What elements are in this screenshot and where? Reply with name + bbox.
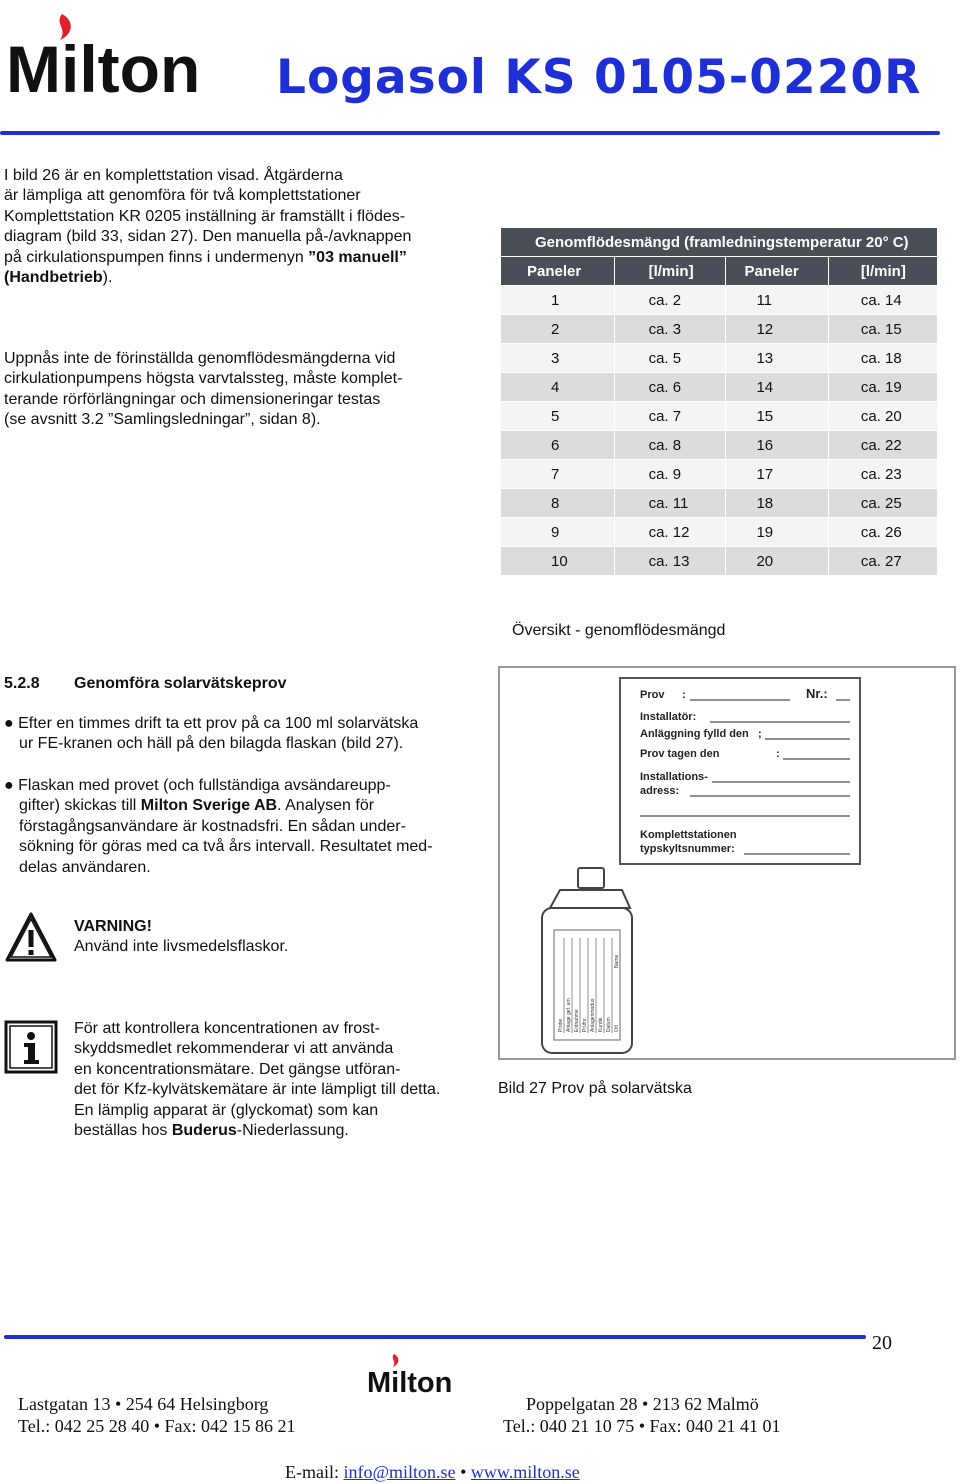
bottle-label-line: Probe [558, 1018, 564, 1032]
table-row: 6 ca. 8 16 ca. 22 [501, 431, 938, 460]
page-number: 20 [872, 1332, 892, 1354]
footer-divider [4, 1335, 866, 1339]
table-row: 1 ca. 2 11 ca. 14 [501, 286, 938, 315]
table-row: 3 ca. 5 13 ca. 18 [501, 344, 938, 373]
label-nr: Nr.: [806, 686, 828, 701]
email-link[interactable]: info@milton.se [343, 1462, 456, 1482]
bottle-label-line: Datum [606, 1017, 612, 1032]
table-row: 8 ca. 11 18 ca. 25 [501, 489, 938, 518]
section-heading: Genomföra solarvätskeprov [74, 675, 287, 692]
label-komplettstationen: Komplettstationen [640, 829, 737, 841]
col-header-paneler: Paneler [501, 257, 615, 286]
label-installations: Installations- [640, 771, 708, 783]
warning-title: VARNING! [74, 918, 152, 935]
bottle-label-line: Ort [614, 1025, 620, 1032]
label-adress: adress: [640, 785, 680, 797]
label-installator: Installatör: [640, 711, 697, 723]
bottle-label-line: Anlagenmodus [590, 998, 596, 1032]
label-colon: : [776, 748, 780, 760]
bottle-label-line: Kunde [598, 1017, 604, 1032]
info-paragraph: För att kontrollera koncentrationen av frost- skyddsmedlet rekommenderar vi att använda en koncentrationsmätare. Det gängse utföran- det för Kfz-kylvätskemätare är inte lämpligt till detta. En lämplig apparat är (glyckomat) som kan beställas hos Buderus-Niederlassung. [74, 1020, 441, 1140]
footer-right-phone: Tel.: 040 21 10 75 • Fax: 040 21 41 01 [503, 1416, 781, 1436]
info-icon [4, 1020, 58, 1074]
label-colon: : [682, 689, 686, 701]
header-divider [0, 131, 940, 135]
col-header-lmin-2: [l/min] [828, 257, 937, 286]
label-prov-tagen: Prov tagen den [640, 748, 720, 760]
col-header-lmin: [l/min] [614, 257, 726, 286]
sample-bottle-figure [498, 666, 956, 1060]
table-row: 2 ca. 3 12 ca. 15 [501, 315, 938, 344]
warning-block [74, 917, 288, 958]
bullet-send-sample: ● Flaskan med provet (och fullständiga avsändareupp- gifter) skickas till Milton Sverige AB. Analysen för förstagångsanvändare är kostnadsfri. En sådan under- sökning för göras med ca två års intervall. Resultatet med- delas användaren. [4, 777, 433, 876]
table-row: 10 ca. 13 20 ca. 27 [501, 547, 938, 576]
figure-caption: Bild 27 Prov på solarvätska [498, 1080, 692, 1097]
bottle-label-line: Anlage gef. am [566, 998, 572, 1032]
col-header-paneler-2: Paneler [726, 257, 828, 286]
label-typskylt: typskyltsnummer: [640, 843, 735, 855]
label-prov: Prov [640, 689, 665, 701]
footer-right-address: Poppelgatan 28 • 213 62 Malmö [526, 1394, 759, 1414]
section-number: 5.2.8 [4, 675, 40, 692]
milton-logo [4, 6, 216, 96]
flow-table-title: Genomflödesmängd (framledningstemperatur 20° C) [501, 228, 938, 257]
flow-note-paragraph: Uppnås inte de förinställda genomflödesmängderna vid cirkulationpumpens högsta varvtalssteg, måste komplet- terande rörförlängningar och dimensioneringar testas (se avsnitt 3.2 ”Samlingsledningar”, sidan 8). [4, 350, 403, 429]
footer-milton-logo [366, 1352, 460, 1394]
svg-text:Milton: Milton [6, 32, 201, 96]
footer-separator: • [455, 1462, 471, 1482]
table-caption: Översikt - genomflödesmängd [512, 622, 726, 639]
table-row: 7 ca. 9 17 ca. 23 [501, 460, 938, 489]
warning-icon [4, 910, 58, 964]
bullet-sample-instructions: ● Efter en timmes drift ta ett prov på ca 100 ml solarvätska ur FE-kranen och häll på den bilagda flaskan (bild 27). [4, 715, 419, 753]
table-row: 5 ca. 7 15 ca. 20 [501, 402, 938, 431]
email-label: E-mail: [285, 1462, 344, 1482]
label-anlaggning: Anläggning fylld den [640, 728, 749, 740]
bottle-label-line: Prüfnr. [582, 1017, 588, 1032]
website-link[interactable]: www.milton.se [470, 1462, 580, 1482]
table-row: 4 ca. 6 14 ca. 19 [501, 373, 938, 402]
document-title: Logasol KS 0105-0220R [276, 50, 922, 105]
bottle-label-line: Name [614, 954, 620, 968]
svg-text:Milton: Milton [367, 1367, 453, 1394]
flow-rate-table [500, 227, 938, 576]
bottle-label-line: Entnahme [574, 1009, 580, 1032]
label-colon: ; [758, 728, 762, 740]
footer-left-phone: Tel.: 042 25 28 40 • Fax: 042 15 86 21 [18, 1416, 296, 1436]
warning-text: Använd inte livsmedelsflaskor. [74, 938, 289, 956]
footer-contact [285, 1462, 580, 1483]
table-row: 9 ca. 12 19 ca. 26 [501, 518, 938, 547]
footer-left-address: Lastgatan 13 • 254 64 Helsingborg [18, 1394, 269, 1414]
intro-paragraph: I bild 26 är en komplettstation visad. Åtgärderna är lämpliga att genomföra för två komplettstationer Komplettstation KR 0205 inställning är framställt i flödes- diagram (bild 33, sidan 27). Den manuella på-/avknappen på cirkulationspumpen finns i undermenyn ”03 manuell” (Handbetrieb). [4, 167, 412, 287]
